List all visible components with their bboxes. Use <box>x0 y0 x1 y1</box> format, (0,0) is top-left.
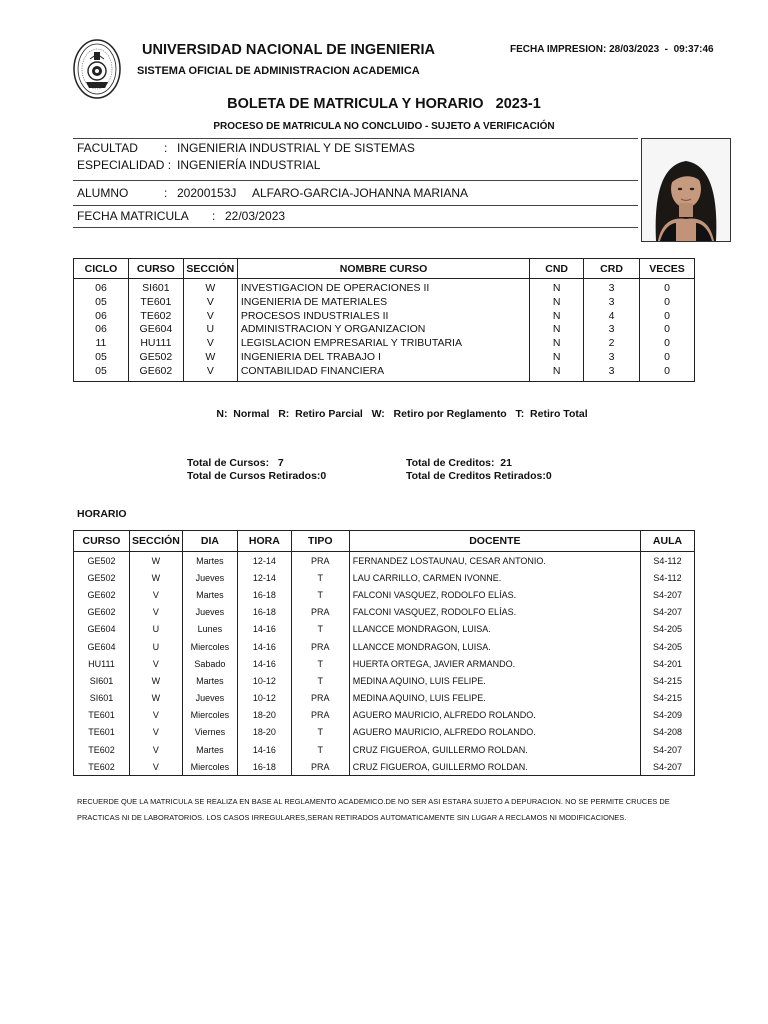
table-cell: GE602 <box>128 365 183 381</box>
table-cell: Miercoles <box>182 758 237 776</box>
table-cell: 14-16 <box>237 741 291 758</box>
table-cell: PRA <box>291 552 349 570</box>
table-row <box>74 365 695 381</box>
table-cell: INGENIERIA DE MATERIALES <box>237 296 529 310</box>
table-cell: S4-207 <box>641 741 695 758</box>
table-row <box>74 310 695 324</box>
table-cell: GE604 <box>74 621 130 638</box>
table-row <box>74 672 695 689</box>
table-cell: S4-207 <box>641 758 695 776</box>
table-cell: S4-215 <box>641 690 695 707</box>
column-header: DIA <box>182 531 237 552</box>
table-cell: TE602 <box>74 758 130 776</box>
table-cell: 16-18 <box>237 758 291 776</box>
table-cell: T <box>291 724 349 741</box>
table-cell: 14-16 <box>237 621 291 638</box>
table-row <box>74 296 695 310</box>
table-cell: U <box>183 323 237 337</box>
table-cell: SI601 <box>74 672 130 689</box>
column-header: TIPO <box>291 531 349 552</box>
table-cell: HUERTA ORTEGA, JAVIER ARMANDO. <box>349 655 640 672</box>
table-cell: 3 <box>584 279 640 296</box>
university-seal-icon <box>72 38 122 100</box>
alumno-label: ALUMNO <box>77 186 129 200</box>
table-cell: W <box>129 569 182 586</box>
colon: : <box>164 186 168 200</box>
page-subtitle: PROCESO DE MATRICULA NO CONCLUIDO - SUJETO A VERIFICACIÓN <box>213 121 555 132</box>
university-name: UNIVERSIDAD NACIONAL DE INGENIERIA <box>142 42 435 58</box>
table-cell: 16-18 <box>237 604 291 621</box>
table-cell: GE502 <box>74 552 130 570</box>
table-cell: 3 <box>584 365 640 381</box>
table-row <box>74 337 695 351</box>
table-cell: Jueves <box>182 690 237 707</box>
column-header: SECCIÓN <box>183 259 237 279</box>
table-cell: PROCESOS INDUSTRIALES II <box>237 310 529 324</box>
table-cell: Martes <box>182 741 237 758</box>
table-cell: W <box>183 279 237 296</box>
table-cell: T <box>291 741 349 758</box>
table-cell: N <box>530 310 584 324</box>
column-header: DOCENTE <box>349 531 640 552</box>
column-header: VECES <box>639 259 694 279</box>
table-cell: 18-20 <box>237 707 291 724</box>
divider <box>73 205 638 206</box>
table-cell: V <box>129 586 182 603</box>
table-cell: 12-14 <box>237 569 291 586</box>
footer-note: RECUERDE QUE LA MATRICULA SE REALIZA EN BASE AL REGLAMENTO ACADEMICO.DE NO SER ASI ESTARA SUJETO A DEPURACION. NO SE PERMITE CRUCES DE <box>77 797 670 806</box>
table-cell: 10-12 <box>237 690 291 707</box>
table-cell: PRA <box>291 604 349 621</box>
table-cell: V <box>129 604 182 621</box>
table-cell: LLANCCE MONDRAGON, LUISA. <box>349 621 640 638</box>
table-cell: PRA <box>291 758 349 776</box>
table-cell: FALCONI VASQUEZ, RODOLFO ELÍAS. <box>349 586 640 603</box>
table-cell: Jueves <box>182 569 237 586</box>
table-row <box>74 758 695 776</box>
table-cell: V <box>129 724 182 741</box>
table-cell: PRA <box>291 707 349 724</box>
especialidad-value: INGENIERÍA INDUSTRIAL <box>177 158 321 172</box>
column-header: CURSO <box>74 531 130 552</box>
table-cell: PRA <box>291 690 349 707</box>
table-cell: CRUZ FIGUEROA, GUILLERMO ROLDAN. <box>349 758 640 776</box>
table-cell: CONTABILIDAD FINANCIERA <box>237 365 529 381</box>
table-cell: W <box>183 351 237 365</box>
table-cell: V <box>183 310 237 324</box>
table-cell: N <box>530 279 584 296</box>
column-header: SECCIÓN <box>129 531 182 552</box>
column-header: AULA <box>641 531 695 552</box>
total-cursos: Total de Cursos: 7 <box>187 457 284 469</box>
table-row <box>74 279 695 296</box>
table-cell: 0 <box>639 337 694 351</box>
table-row <box>74 586 695 603</box>
table-cell: 11 <box>74 337 129 351</box>
table-cell: T <box>291 672 349 689</box>
table-cell: Lunes <box>182 621 237 638</box>
table-cell: 06 <box>74 279 129 296</box>
table-cell: V <box>129 741 182 758</box>
table-cell: 16-18 <box>237 586 291 603</box>
facultad-value: INGENIERIA INDUSTRIAL Y DE SISTEMAS <box>177 141 415 155</box>
table-cell: V <box>183 365 237 381</box>
table-cell: S4-205 <box>641 638 695 655</box>
table-cell: 0 <box>639 351 694 365</box>
table-row <box>74 707 695 724</box>
table-cell: INVESTIGACION DE OPERACIONES II <box>237 279 529 296</box>
table-cell: GE604 <box>74 638 130 655</box>
table-cell: N <box>530 365 584 381</box>
table-cell: 0 <box>639 310 694 324</box>
table-cell: 12-14 <box>237 552 291 570</box>
table-cell: SI601 <box>74 690 130 707</box>
table-cell: TE602 <box>128 310 183 324</box>
table-cell: V <box>183 296 237 310</box>
table-cell: 05 <box>74 296 129 310</box>
table-cell: GE604 <box>128 323 183 337</box>
table-row <box>74 604 695 621</box>
table-cell: 0 <box>639 323 694 337</box>
table-cell: 3 <box>584 296 640 310</box>
table-cell: 06 <box>74 323 129 337</box>
table-cell: GE602 <box>74 604 130 621</box>
table-cell: Martes <box>182 672 237 689</box>
divider <box>73 180 638 181</box>
table-cell: T <box>291 569 349 586</box>
table-cell: AGUERO MAURICIO, ALFREDO ROLANDO. <box>349 724 640 741</box>
table-cell: W <box>129 552 182 570</box>
table-cell: 05 <box>74 365 129 381</box>
table-cell: S4-201 <box>641 655 695 672</box>
page-title: BOLETA DE MATRICULA Y HORARIO 2023-1 <box>227 96 541 112</box>
table-row <box>74 552 695 570</box>
table-cell: LEGISLACION EMPRESARIAL Y TRIBUTARIA <box>237 337 529 351</box>
table-cell: Sabado <box>182 655 237 672</box>
table-cell: 06 <box>74 310 129 324</box>
schedule-table <box>73 530 695 776</box>
especialidad-label: ESPECIALIDAD : <box>77 158 172 172</box>
table-row <box>74 621 695 638</box>
courses-table <box>73 258 695 382</box>
table-cell: 10-12 <box>237 672 291 689</box>
colon: : <box>164 141 168 155</box>
table-cell: S4-112 <box>641 569 695 586</box>
table-cell: Miercoles <box>182 638 237 655</box>
table-row <box>74 638 695 655</box>
table-cell: 0 <box>639 365 694 381</box>
total-creditos-retirados: Total de Creditos Retirados:0 <box>406 470 552 482</box>
table-header-row <box>74 531 695 552</box>
table-cell: TE601 <box>74 724 130 741</box>
table-cell: ADMINISTRACION Y ORGANIZACION <box>237 323 529 337</box>
table-cell: Martes <box>182 552 237 570</box>
table-cell: PRA <box>291 638 349 655</box>
section-title: HORARIO <box>77 508 127 520</box>
table-row <box>74 655 695 672</box>
fecha-matricula-value: 22/03/2023 <box>225 209 286 223</box>
table-cell: TE601 <box>128 296 183 310</box>
table-cell: W <box>129 672 182 689</box>
table-cell: 14-16 <box>237 638 291 655</box>
table-cell: FALCONI VASQUEZ, RODOLFO ELÍAS. <box>349 604 640 621</box>
table-cell: 18-20 <box>237 724 291 741</box>
total-cursos-retirados: Total de Cursos Retirados:0 <box>187 470 327 482</box>
table-cell: S4-208 <box>641 724 695 741</box>
column-header: HORA <box>237 531 291 552</box>
table-cell: INGENIERIA DEL TRABAJO I <box>237 351 529 365</box>
table-cell: S4-215 <box>641 672 695 689</box>
table-cell: T <box>291 655 349 672</box>
table-cell: S4-205 <box>641 621 695 638</box>
table-cell: U <box>129 638 182 655</box>
print-date: FECHA IMPRESION: 28/03/2023 - 09:37:46 <box>510 44 714 55</box>
system-name: SISTEMA OFICIAL DE ADMINISTRACION ACADEMICA <box>137 65 420 77</box>
table-cell: V <box>129 758 182 776</box>
table-cell: Viernes <box>182 724 237 741</box>
column-header: NOMBRE CURSO <box>237 259 529 279</box>
table-header-row <box>74 259 695 279</box>
table-cell: N <box>530 351 584 365</box>
table-cell: GE502 <box>128 351 183 365</box>
table-cell: TE601 <box>74 707 130 724</box>
table-cell: Miercoles <box>182 707 237 724</box>
table-cell: T <box>291 586 349 603</box>
colon: : <box>212 209 216 223</box>
table-row <box>74 323 695 337</box>
table-row <box>74 569 695 586</box>
table-cell: T <box>291 621 349 638</box>
table-cell: N <box>530 296 584 310</box>
table-cell: N <box>530 323 584 337</box>
table-cell: GE602 <box>74 586 130 603</box>
column-header: CICLO <box>74 259 129 279</box>
table-cell: S4-207 <box>641 604 695 621</box>
table-cell: N <box>530 337 584 351</box>
total-creditos: Total de Creditos: 21 <box>406 457 512 469</box>
table-cell: V <box>129 707 182 724</box>
table-cell: S4-207 <box>641 586 695 603</box>
column-header: CURSO <box>128 259 183 279</box>
table-cell: MEDINA AQUINO, LUIS FELIPE. <box>349 672 640 689</box>
table-cell: Jueves <box>182 604 237 621</box>
table-cell: AGUERO MAURICIO, ALFREDO ROLANDO. <box>349 707 640 724</box>
table-cell: FERNANDEZ LOSTAUNAU, CESAR ANTONIO. <box>349 552 640 570</box>
fecha-matricula-label: FECHA MATRICULA <box>77 209 189 223</box>
alumno-code: 20200153J <box>177 186 237 200</box>
table-cell: 0 <box>639 279 694 296</box>
table-cell: W <box>129 690 182 707</box>
table-cell: V <box>183 337 237 351</box>
table-cell: 4 <box>584 310 640 324</box>
table-cell: V <box>129 655 182 672</box>
table-cell: 3 <box>584 323 640 337</box>
table-row <box>74 690 695 707</box>
table-cell: SI601 <box>128 279 183 296</box>
table-cell: 05 <box>74 351 129 365</box>
table-row <box>74 351 695 365</box>
table-cell: Martes <box>182 586 237 603</box>
status-legend: N: Normal R: Retiro Parcial W: Retiro por Reglamento T: Retiro Total <box>216 408 588 420</box>
facultad-label: FACULTAD <box>77 141 138 155</box>
table-cell: CRUZ FIGUEROA, GUILLERMO ROLDAN. <box>349 741 640 758</box>
alumno-name: ALFARO-GARCIA-JOHANNA MARIANA <box>252 186 469 200</box>
table-cell: MEDINA AQUINO, LUIS FELIPE. <box>349 690 640 707</box>
table-row <box>74 741 695 758</box>
table-cell: 3 <box>584 351 640 365</box>
column-header: CRD <box>584 259 640 279</box>
table-cell: LAU CARRILLO, CARMEN IVONNE. <box>349 569 640 586</box>
student-photo <box>641 138 731 242</box>
divider <box>73 227 638 228</box>
table-cell: LLANCCE MONDRAGON, LUISA. <box>349 638 640 655</box>
table-cell: 14-16 <box>237 655 291 672</box>
table-cell: 2 <box>584 337 640 351</box>
table-cell: U <box>129 621 182 638</box>
table-cell: S4-209 <box>641 707 695 724</box>
table-cell: GE502 <box>74 569 130 586</box>
footer-note: PRACTICAS NI DE LABORATORIOS. LOS CASOS IRREGULARES,SERAN RETIRADOS AUTOMATICAMENTE SIN LUGAR A RECLAMOS NI MODIFICACIONES. <box>77 813 627 822</box>
table-cell: S4-112 <box>641 552 695 570</box>
column-header: CND <box>530 259 584 279</box>
table-row <box>74 724 695 741</box>
table-cell: TE602 <box>74 741 130 758</box>
divider <box>73 138 638 139</box>
table-cell: HU111 <box>128 337 183 351</box>
table-cell: HU111 <box>74 655 130 672</box>
table-cell: 0 <box>639 296 694 310</box>
